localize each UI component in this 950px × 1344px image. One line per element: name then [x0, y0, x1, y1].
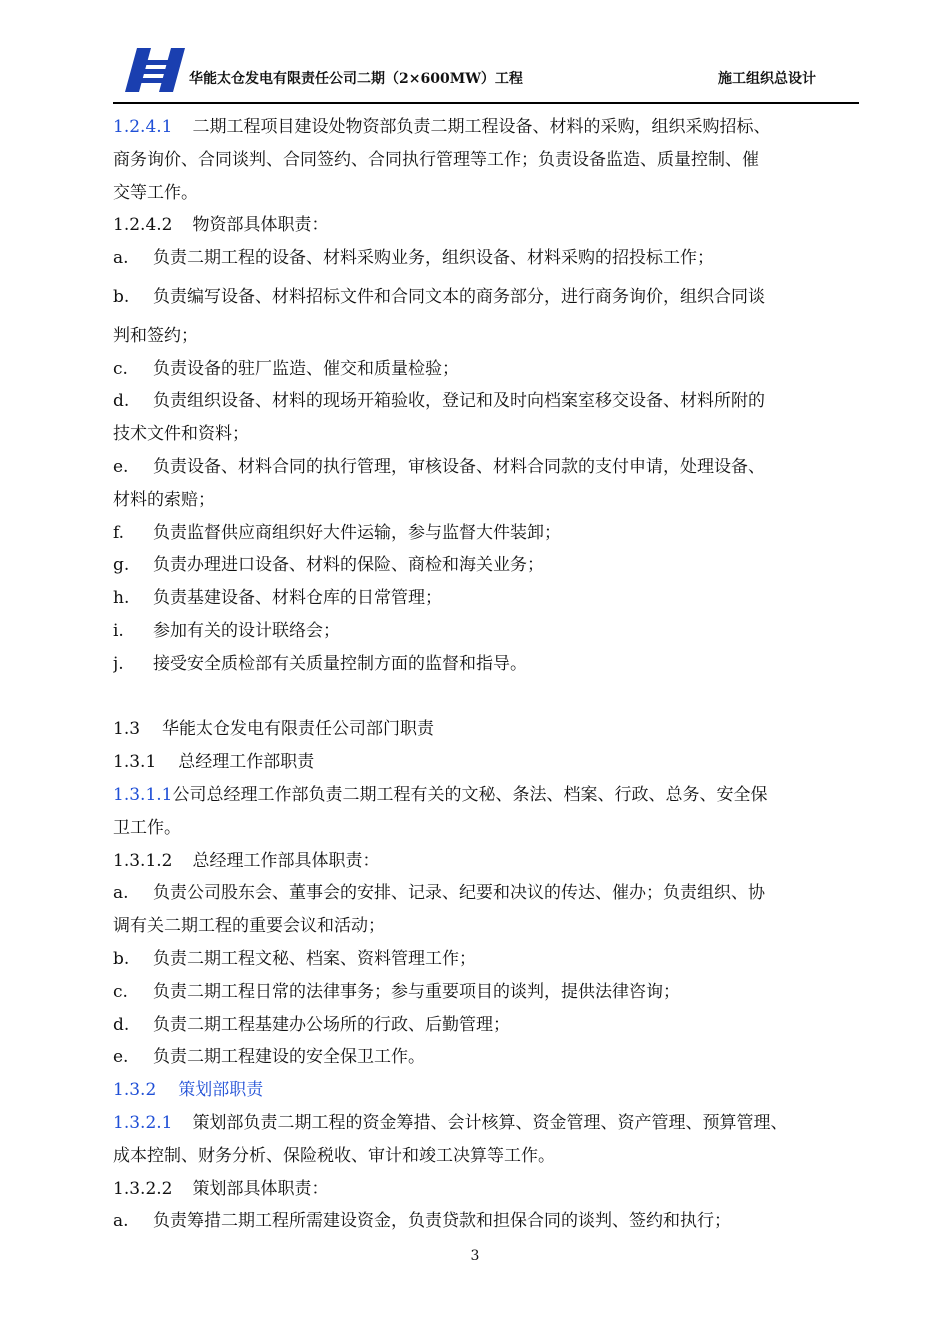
line-text: 负责编写设备、材料招标文件和合同文本的商务部分，进行商务询价，组织合同谈: [153, 286, 765, 307]
company-logo-icon: [125, 44, 185, 96]
text-line: [113, 177, 863, 210]
line-text: 交等工作。: [113, 182, 198, 203]
line-text: 负责基建设备、材料仓库的日常管理；: [153, 588, 442, 609]
list-marker: d.: [113, 1014, 130, 1035]
blank-line: [113, 681, 863, 714]
list-marker: b.: [113, 286, 130, 307]
list-item-line: [113, 353, 863, 386]
section-number: 1.3.2.2: [113, 1178, 173, 1199]
line-text: 判和签约；: [113, 325, 198, 346]
section-number: 1.3.1.2: [113, 850, 173, 871]
text-line: [113, 1140, 863, 1173]
list-marker: e.: [113, 456, 129, 477]
list-marker: j.: [113, 653, 124, 674]
list-item-line: [113, 451, 863, 484]
list-marker: f.: [113, 522, 125, 543]
section-heading-line: [113, 1107, 863, 1140]
list-item-line: [113, 1041, 863, 1074]
section-heading-line: [113, 1173, 863, 1206]
list-item-line: [113, 1205, 863, 1238]
line-text: 公司总经理工作部负责二期工程有关的文秘、条法、档案、行政、总务、安全保: [172, 784, 768, 805]
line-text: 策划部职责: [178, 1080, 264, 1101]
list-item-line: [113, 385, 863, 418]
text-line: [113, 320, 863, 353]
section-heading-line: [113, 713, 863, 746]
line-text: 华能太仓发电有限责任公司部门职责: [162, 719, 435, 740]
text-line: [113, 144, 863, 177]
list-item-line: [113, 549, 863, 582]
list-item-line: [113, 976, 863, 1009]
line-text: 负责组织设备、材料的现场开箱验收，登记和及时向档案室移交设备、材料所附的: [153, 391, 765, 412]
section-number: 1.3.2: [113, 1080, 157, 1101]
section-number: 1.3.2.1: [113, 1112, 173, 1133]
list-item-line: [113, 943, 863, 976]
line-text: 负责设备的驻厂监造、催交和质量检验；: [153, 358, 459, 379]
line-text: 负责二期工程基建办公场所的行政、后勤管理；: [153, 1014, 510, 1035]
line-text: 负责设备、材料合同的执行管理，审核设备、材料合同款的支付申请，处理设备、: [153, 456, 765, 477]
list-marker: h.: [113, 588, 130, 609]
document-body: [113, 111, 863, 1238]
line-text: 参加有关的设计联络会；: [153, 620, 340, 641]
line-text: 总经理工作部职责: [178, 752, 315, 773]
section-number: 1.3.1.1: [113, 784, 173, 805]
line-text: 策划部具体职责：: [192, 1178, 329, 1199]
list-marker: a.: [113, 1211, 129, 1232]
list-marker: c.: [113, 358, 128, 379]
list-marker: b.: [113, 948, 130, 969]
line-text: 负责公司股东会、董事会的安排、记录、纪要和决议的传达、催办；负责组织、协: [153, 883, 765, 904]
line-text: 策划部负责二期工程的资金筹措、会计核算、资金管理、资产管理、预算管理、: [192, 1112, 788, 1133]
section-number: 1.2.4.1: [113, 117, 173, 137]
list-marker: e.: [113, 1047, 129, 1068]
text-line: [113, 484, 863, 517]
section-heading-line: [113, 746, 863, 779]
line-text: 技术文件和资料；: [113, 424, 249, 445]
list-item-line: [113, 517, 863, 550]
list-marker: c.: [113, 981, 128, 1002]
header-rule: [113, 102, 859, 104]
section-heading-line: [113, 779, 863, 812]
text-line: [113, 910, 863, 943]
line-text: 负责二期工程日常的法律事务；参与重要项目的谈判，提供法律咨询；: [153, 981, 680, 1002]
section-number: 1.3: [113, 719, 141, 740]
line-text: 接受安全质检部有关质量控制方面的监督和指导。: [153, 653, 527, 674]
section-number: 1.2.4.2: [113, 215, 173, 236]
line-text: 商务询价、合同谈判、合同签约、合同执行管理等工作；负责设备监造、质量控制、催: [113, 149, 759, 170]
page-number: 3: [470, 1248, 480, 1264]
text-line: [113, 812, 863, 845]
header-document-title: 施工组织总设计: [718, 71, 816, 87]
list-marker: a.: [113, 883, 129, 904]
section-heading-line: [113, 111, 863, 144]
line-text: 调有关二期工程的重要会议和活动；: [113, 916, 385, 937]
line-text: 物资部具体职责：: [192, 215, 329, 236]
list-item-line: [113, 615, 863, 648]
list-marker: d.: [113, 391, 130, 412]
line-text: 负责二期工程的设备、材料采购业务，组织设备、材料采购的招投标工作；: [153, 248, 714, 269]
list-item-line: [113, 1009, 863, 1042]
page-header: [113, 40, 859, 102]
list-marker: i.: [113, 620, 124, 641]
line-text: 负责办理进口设备、材料的保险、商检和海关业务；: [153, 555, 544, 576]
line-text: 二期工程项目建设处物资部负责二期工程设备、材料的采购，组织采购招标、: [192, 117, 771, 137]
section-heading-line: [113, 845, 863, 878]
line-text: 负责监督供应商组织好大件运输，参与监督大件装卸；: [153, 522, 561, 543]
list-item-line: [113, 877, 863, 910]
line-text: 总经理工作部具体职责：: [192, 850, 380, 871]
list-marker: a.: [113, 248, 129, 269]
section-heading-line: [113, 209, 863, 242]
list-item-line: [113, 281, 863, 314]
line-text: 成本控制、财务分析、保险税收、审计和竣工决算等工作。: [113, 1145, 555, 1166]
section-heading-line: [113, 1074, 863, 1107]
section-number: 1.3.1: [113, 752, 157, 773]
list-item-line: [113, 648, 863, 681]
list-item-line: [113, 242, 863, 275]
line-text: 卫工作。: [113, 817, 181, 838]
line-text: 负责二期工程建设的安全保卫工作。: [153, 1047, 425, 1068]
line-text: 材料的索赔；: [113, 489, 215, 510]
line-text: 负责二期工程文秘、档案、资料管理工作；: [153, 948, 476, 969]
list-marker: g.: [113, 555, 130, 576]
header-title: 华能太仓发电有限责任公司二期（2×600MW）工程: [189, 71, 523, 87]
line-text: 负责筹措二期工程所需建设资金，负责贷款和担保合同的谈判、签约和执行；: [153, 1211, 731, 1232]
list-item-line: [113, 582, 863, 615]
text-line: [113, 418, 863, 451]
